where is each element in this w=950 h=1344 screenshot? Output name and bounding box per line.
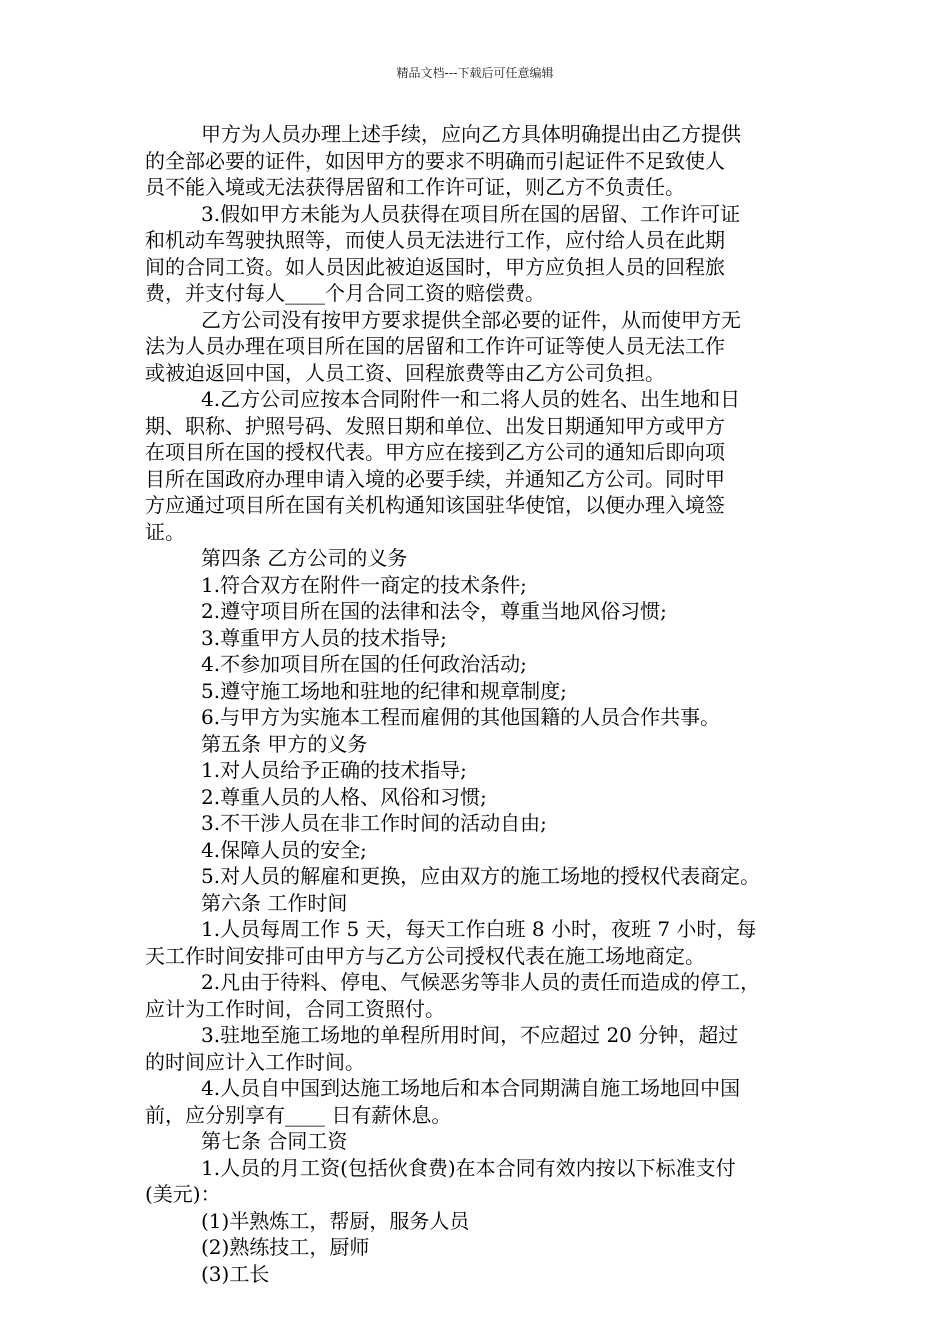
text-line: 或被迫返回中国，人员工资、回程旅费等由乙方公司负担。: [145, 360, 665, 385]
text-line: 2.遵守项目所在国的法律和法令，尊重当地风俗习惯;: [201, 599, 667, 623]
text-line: 的全部必要的证件，如因甲方的要求不明确而引起证件不足致使人: [145, 148, 725, 173]
text-line: 目所在国政府办理申请入境的必要手续，并通知乙方公司。同时甲: [145, 466, 725, 491]
text-line: 的时间应计入工作时间。: [145, 1049, 365, 1074]
document-body: [145, 121, 809, 1287]
text-line: 3.尊重甲方人员的技术指导;: [201, 625, 447, 650]
text-line: 证。: [145, 519, 185, 544]
text-line: 天工作时间安排可由甲方与乙方公司授权代表在施工场地商定。: [145, 943, 705, 968]
text-line: 法为人员办理在项目所在国的居留和工作许可证等使人员无法工作: [145, 334, 725, 358]
text-line: 第七条 合同工资: [201, 1129, 348, 1153]
text-line: 应计为工作时间，合同工资照付。: [145, 996, 445, 1021]
text-line: 费，并支付每人____个月合同工资的赔偿费。: [145, 281, 545, 305]
text-line: 第四条 乙方公司的义务: [201, 546, 408, 570]
text-line: 员不能入境或无法获得居留和工作许可证，则乙方不负责任。: [145, 175, 685, 199]
text-line: 4.人员自中国到达施工场地后和本合同期满自施工场地回中国: [201, 1076, 741, 1100]
text-line: 4.保障人员的安全;: [201, 837, 367, 862]
text-line: (3)工长: [201, 1261, 270, 1286]
text-line: (美元)：: [145, 1182, 221, 1206]
text-line: (2)熟练技工，厨师: [201, 1235, 370, 1259]
text-line: 3.假如甲方未能为人员获得在项目所在国的居留、工作许可证: [201, 201, 741, 226]
text-line: 5.遵守施工场地和驻地的纪律和规章制度;: [201, 678, 567, 703]
text-line: 甲方为人员办理上述手续，应向乙方具体明确提出由乙方提供: [201, 122, 741, 146]
text-line: 第五条 甲方的义务: [201, 731, 368, 756]
text-line: 1.符合双方在附件一商定的技术条件;: [201, 572, 527, 597]
page-header: 精品文档---下载后可任意编辑: [396, 66, 554, 80]
text-line: 3.驻地至施工场地的单程所用时间，不应超过 20 分钟，超过: [201, 1023, 739, 1047]
text-line: 4.乙方公司应按本合同附件一和二将人员的姓名、出生地和日: [201, 387, 741, 411]
text-line: 方应通过项目所在国有关机构通知该国驻华使馆，以便办理入境签: [145, 493, 725, 517]
text-line: 第六条 工作时间: [201, 890, 348, 915]
text-line: 前，应分别享有____ 日有薪休息。: [145, 1102, 452, 1127]
text-line: 2.凡由于待料、停电、气候恶劣等非人员的责任而造成的停工，: [201, 970, 761, 994]
text-line: 在项目所在国的授权代表。甲方应在接到乙方公司的通知后即向项: [145, 440, 725, 464]
text-line: 4.不参加项目所在国的任何政治活动;: [201, 652, 527, 676]
text-line: 乙方公司没有按甲方要求提供全部必要的证件，从而使甲方无: [201, 307, 741, 332]
text-line: (1)半熟炼工，帮厨，服务人员: [201, 1208, 470, 1233]
text-line: 5.对人员的解雇和更换，应由双方的施工场地的授权代表商定。: [201, 864, 761, 888]
text-line: 2.尊重人员的人格、风俗和习惯;: [201, 784, 487, 809]
text-line: 6.与甲方为实施本工程而雇佣的其他国籍的人员合作共事。: [201, 705, 721, 729]
text-line: 3.不干涉人员在非工作时间的活动自由;: [201, 811, 547, 835]
text-line: 间的合同工资。如人员因此被迫返国时，甲方应负担人员的回程旅: [145, 254, 725, 279]
text-line: 1.对人员给予正确的技术指导;: [201, 758, 467, 782]
text-line: 和机动车驾驶执照等，而使人员无法进行工作，应付给人员在此期: [145, 228, 725, 252]
text-line: 1.人员的月工资(包括伙食费)在本合同有效内按以下标准支付: [201, 1155, 736, 1180]
text-line: 1.人员每周工作 5 天，每天工作白班 8 小时，夜班 7 小时，每: [201, 917, 757, 941]
text-line: 期、职称、护照号码、发照日期和单位、出发日期通知甲方或甲方: [145, 413, 725, 438]
